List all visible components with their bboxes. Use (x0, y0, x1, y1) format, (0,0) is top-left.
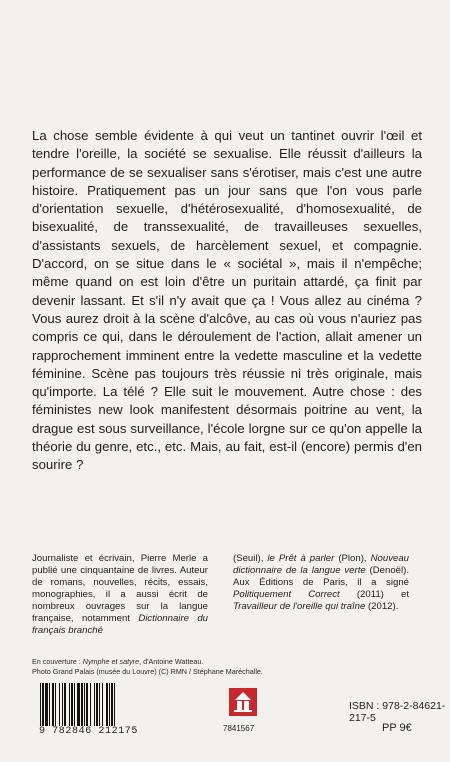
author-bio-text: (2011) et (339, 589, 409, 600)
author-bio-left-column (32, 553, 208, 637)
book-title: Nouveau dictionnaire de la langue verte (233, 553, 409, 576)
artwork-artist: , d'Antoine Watteau. (139, 657, 204, 666)
credit-prefix: En couverture : (32, 657, 83, 666)
publisher-logo-icon (229, 688, 257, 716)
author-bio-text: (Denoël). Aux Éditions de Paris, il a signé (233, 565, 409, 588)
artwork-title: Nymphe et satyre (82, 657, 140, 666)
isbn: ISBN : 978-2-84621-217-5 (349, 700, 446, 724)
book-title: le Prêt à parler (267, 553, 335, 564)
book-title: Travailleur de l'oreille qui traîne (233, 601, 366, 612)
author-bio-text: (2012). (365, 601, 399, 612)
author-bio-right-column (233, 553, 409, 613)
author-bio-text: (Seuil), (233, 553, 268, 564)
author-bio-text: Journaliste et écrivain, Pierre Merle a publié une cinquantaine de livres. Auteur de romans, nouvelles, récits, essais, monographies, il a aussi écrit de nombreux ouvrages sur la langue française, notamment (32, 553, 208, 624)
barcode-digits: 9 782846 212175 (32, 726, 145, 738)
book-title: Politiquement Correct (233, 589, 340, 600)
publisher-code: 7841567 (223, 724, 255, 733)
book-title: Dictionnaire du français branché (32, 613, 208, 636)
photo-credit: Photo Grand Palais (musée du Louvre) (C) RMN / Stéphane Maréchalle. (32, 667, 263, 676)
ean-barcode (32, 683, 145, 740)
back-cover-blurb: La chose semble évidente à qui veut un tantinet ouvrir l'œil et tendre l'oreille, la société se sexualise. Elle réussit d'ailleurs la performance de se sexualiser sans s'érotiser, mais c'est une autre histoire. Pratiquement pas un jour sans que l'on vous parle d'orientation sexuelle, d'hétérosexualité, d'homosexualité, de bisexualité, de transsexualité, de travailleuses sexuelles, d'assistants sexuels, de harcèlement sexuel, et compagnie. D'accord, on se situe dans le « sociétal », mais il n'empêche; même quand on est loin d'être un puritain attardé, ça finit par devenir lassant. Et s'il n'y avait que ça ! Vous allez au cinéma ? Vous aurez droit à la scène d'alcôve, au cas où vous n'auriez pas compris ce qui, dans le déroulement de l'action, allait amener un rapprochement imminent entre la vedette masculine et la vedette féminine. Scène pas toujours très réussie ni très originale, mais qu'importe. La télé ? Elle suit le mouvement. Autre chose : des féministes new look manifestent désormais poitrine au vent, la drague est sous surveillance, l'école lorgne sur ce qu'on appelle la théorie du genre, etc., etc. Mais, au fait, est-il (encore) permis d'en sourire ? (32, 128, 422, 473)
price: PP 9€ (382, 722, 412, 734)
cover-credits (32, 657, 332, 677)
author-bio-text: (Plon), (334, 553, 371, 564)
